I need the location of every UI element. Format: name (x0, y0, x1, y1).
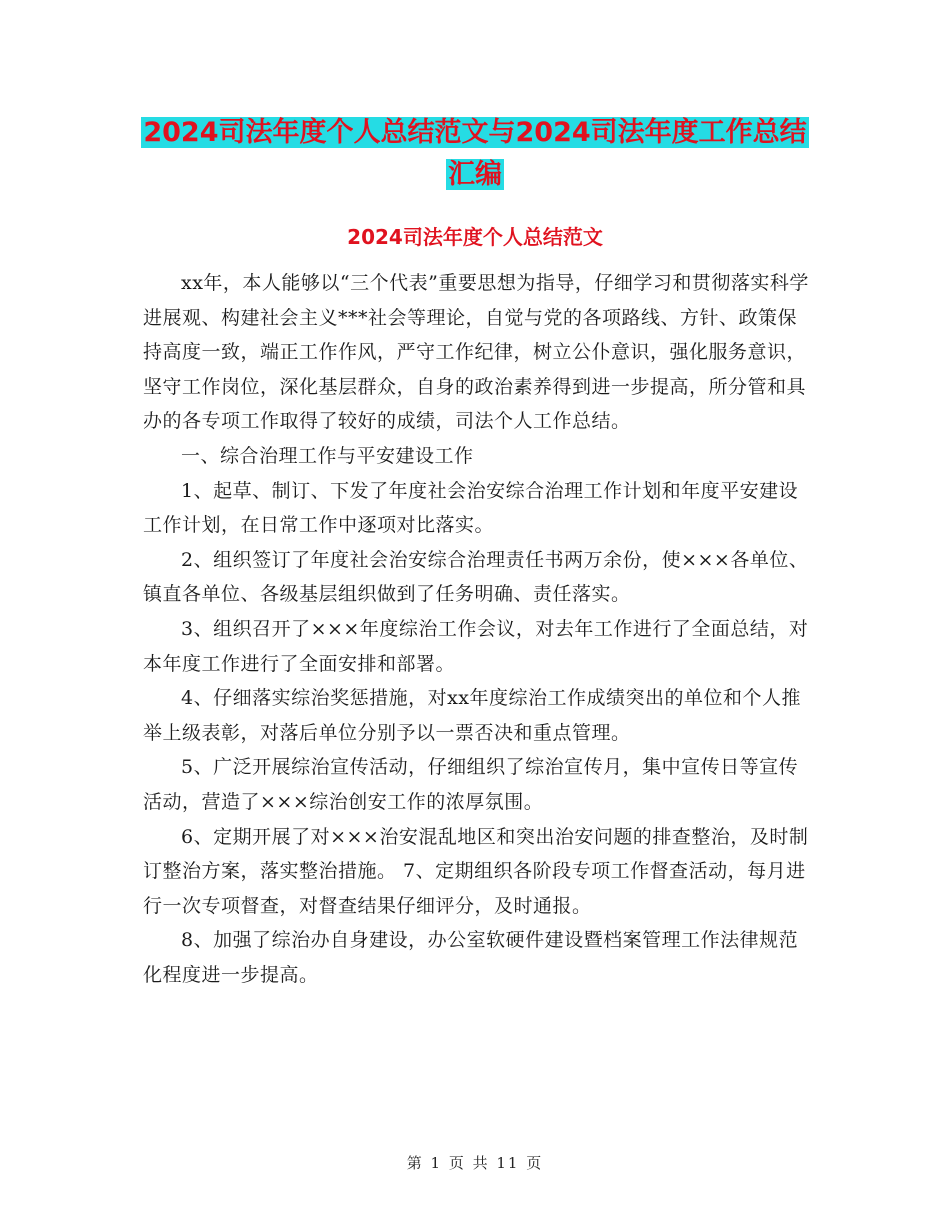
paragraph-item-4: 4、仔细落实综治奖惩措施，对xx年度综治工作成绩突出的单位和个人推举上级表彰，对落后单位分别予以一票否决和重点管理。 (143, 687, 802, 744)
document-title-line-2: 汇编 (448, 159, 502, 190)
paragraph-item-3: 3、组织召开了×××年度综治工作会议，对去年工作进行了全面总结，对本年度工作进行了全面安排和部署。 (143, 617, 809, 675)
paragraph-item-8: 8、加强了综治办自身建设，办公室软硬件建设暨档案管理工作法律规范化程度进一步提高。 (143, 929, 799, 986)
paragraph-intro: xx年，本人能够以“三个代表”重要思想为指导，仔细学习和贯彻落实科学进展观、构建社会主义***社会等理论，自觉与党的各项路线、方针、政策保持高度一致，端正工作作风，严守工作纪律，树立公仆意识，强化服务意识，坚守工作岗位，深化基层群众，自身的政治素养得到进一步提高，所分管和具办的各专项工作取得了较好的成绩，司法个人工作总结。 (143, 272, 809, 433)
document-body (143, 266, 815, 992)
section-title: 2024司法年度个人总结范文 (347, 225, 603, 249)
page-number: 第 1 页 共 11 页 (406, 1154, 544, 1172)
paragraph-item-5: 5、广泛开展综治宣传活动，仔细组织了综治宣传月，集中宣传日等宣传活动，营造了×××综治创安工作的浓厚氛围。 (143, 756, 799, 813)
paragraph-item-2: 2、组织签订了年度社会治安综合治理责任书两万余份，使×××各单位、镇直各单位、各级基层组织做到了任务明确、责任落实。 (143, 548, 809, 606)
paragraph-item-1: 1、起草、制订、下发了年度社会治安综合治理工作计划和年度平安建设工作计划，在日常工作中逐项对比落实。 (143, 479, 799, 537)
document-title-line-1: 2024司法年度个人总结范文与2024司法年度工作总结 (143, 117, 807, 148)
paragraph-item-6-7: 6、定期开展了对×××治安混乱地区和突出治安问题的排查整治，及时制订整治方案，落实整治措施。 7、定期组织各阶段专项工作督查活动，每月进行一次专项督查，对督查结果仔细评分，及时通报。 (143, 825, 809, 917)
paragraph-heading: 一、综合治理工作与平安建设工作 (181, 444, 474, 467)
